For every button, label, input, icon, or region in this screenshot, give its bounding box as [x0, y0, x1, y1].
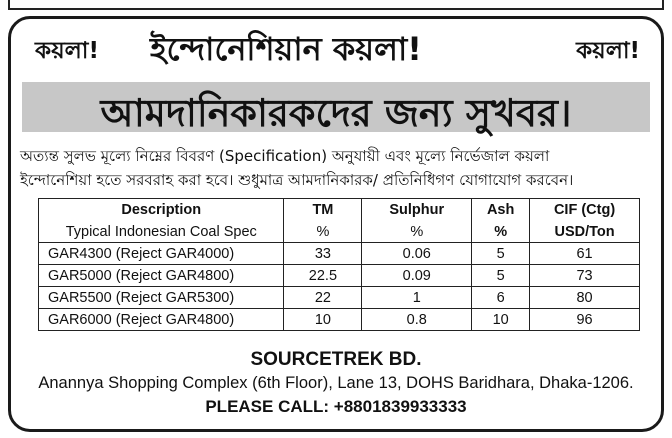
- cell-ash: 10: [472, 309, 530, 331]
- header-cif: CIF (Ctg): [530, 199, 640, 222]
- table-subheader-row: [39, 221, 640, 243]
- table-row: [39, 287, 640, 309]
- company-name: SOURCETREK BD.: [250, 349, 422, 370]
- cell-sulphur: 0.06: [362, 243, 472, 265]
- company-address: Anannya Shopping Complex (6th Floor), Lane 13, DOHS Baridhara, Dhaka-1206.: [38, 374, 634, 392]
- cell-cif: 96: [530, 309, 640, 331]
- cell-ash: 5: [472, 243, 530, 265]
- cell-description: GAR5000 (Reject GAR4800): [39, 265, 284, 287]
- table-row: [39, 309, 640, 331]
- headline-left: কয়লা!: [35, 38, 99, 64]
- contact-phone: PLEASE CALL: +8801839933333: [205, 397, 467, 416]
- cell-description: GAR4300 (Reject GAR4000): [39, 243, 284, 265]
- cell-description: GAR6000 (Reject GAR4800): [39, 309, 284, 331]
- headline-right: কয়লা!: [576, 38, 640, 64]
- cell-tm: 10: [284, 309, 362, 331]
- cell-cif: 80: [530, 287, 640, 309]
- cell-sulphur: 1: [362, 287, 472, 309]
- cell-tm: 22: [284, 287, 362, 309]
- headline-center: ইন্দোনেশিয়ান কয়লা!: [150, 30, 422, 68]
- subheader-description: Typical Indonesian Coal Spec: [39, 221, 284, 243]
- subheader-tm: %: [284, 221, 362, 243]
- cell-sulphur: 0.8: [362, 309, 472, 331]
- intro-line-1: অত্যন্ত সুলভ মূল্যে নিম্নের বিবরণ (Specification) অনুযায়ী এবং মূল্যে নির্ভেজাল কয়লা: [20, 147, 550, 165]
- table-row: [39, 243, 640, 265]
- table-row: [39, 265, 640, 287]
- header-ash: Ash: [472, 199, 530, 222]
- header-description: Description: [39, 199, 284, 222]
- table-header-row: [39, 199, 640, 222]
- cell-cif: 61: [530, 243, 640, 265]
- subheader-cif: USD/Ton: [530, 221, 640, 243]
- top-border-rule: [8, 0, 664, 10]
- header-tm: TM: [284, 199, 362, 222]
- cell-tm: 33: [284, 243, 362, 265]
- header-sulphur: Sulphur: [362, 199, 472, 222]
- banner-text: আমদানিকারকদের জন্য সুখবর।: [100, 91, 572, 135]
- intro-paragraph: [20, 144, 660, 192]
- banner: [22, 82, 650, 135]
- cell-sulphur: 0.09: [362, 265, 472, 287]
- cell-cif: 73: [530, 265, 640, 287]
- intro-line-2: ইন্দোনেশিয়া হতে সরবরাহ করা হবে। শুধুমাত্র আমদানিকারক/ প্রতিনিধিগণ যোগাযোগ করবেন।: [20, 171, 574, 189]
- subheader-ash: %: [472, 221, 530, 243]
- cell-ash: 6: [472, 287, 530, 309]
- cell-description: GAR5500 (Reject GAR5300): [39, 287, 284, 309]
- cell-tm: 22.5: [284, 265, 362, 287]
- subheader-sulphur: %: [362, 221, 472, 243]
- cell-ash: 5: [472, 265, 530, 287]
- coal-spec-table: [38, 198, 640, 331]
